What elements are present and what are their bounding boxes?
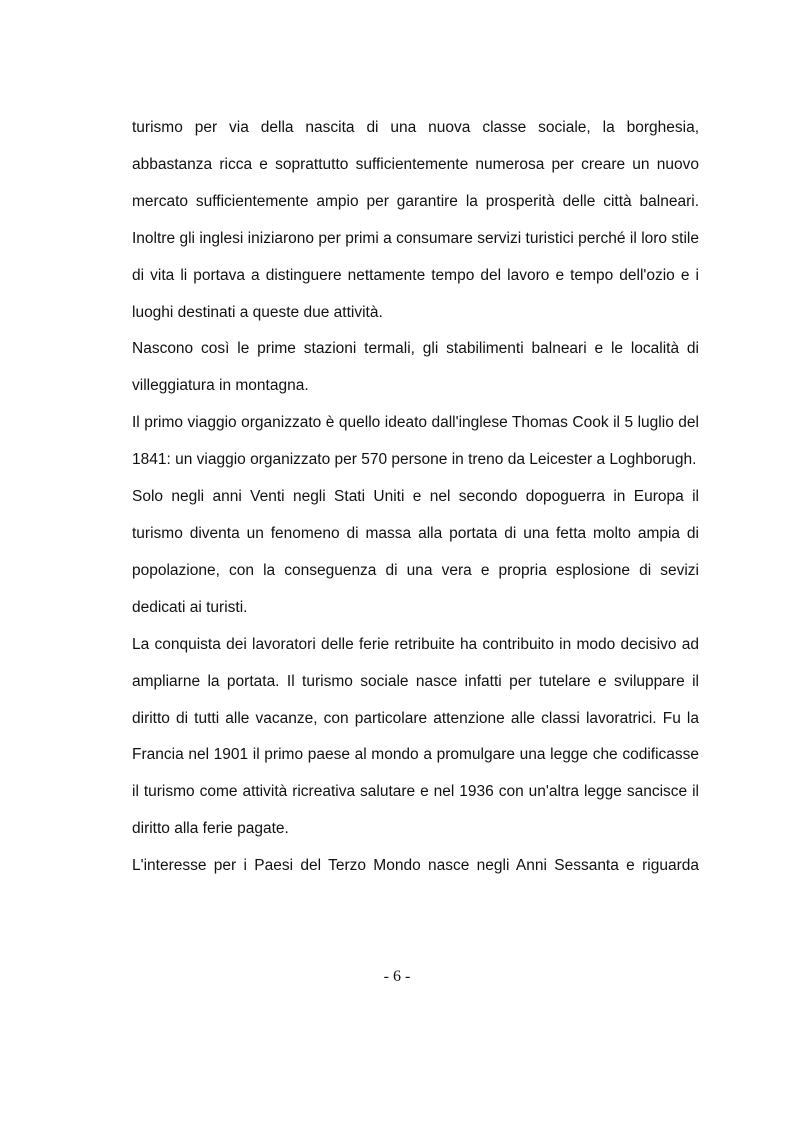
paragraph-1: turismo per via della nascita di una nuova classe sociale, la borghesia, abbastanza ricca e soprattutto sufficientemente numerosa per creare un nuovo mercato sufficientemente ampio per garantire la prosperità delle città balneari. Inoltre gli inglesi iniziarono per primi a consumare servizi turistici perché il loro stile di vita li portava a distinguere nettamente tempo del lavoro e tempo dell'ozio e i luoghi destinati a queste due attività. (132, 119, 699, 321)
body-text (132, 110, 699, 885)
paragraph-6: L'interesse per i Paesi del Terzo Mondo nasce negli Anni Sessanta e riguarda (132, 857, 699, 875)
paragraph-5: La conquista dei lavoratori delle ferie retribuite ha contribuito in modo decisivo ad ampliarne la portata. Il turismo sociale nasce infatti per tutelare e sviluppare il diritto di tutti alle vacanze, con particolare attenzione alle classi lavoratrici. Fu la Francia nel 1901 il primo paese al mondo a promulgare una legge che codificasse il turismo come attività ricreativa salutare e nel 1936 con un'altra legge sancisce il diritto alla ferie pagate. (132, 635, 699, 838)
page-number: - 6 - (383, 968, 411, 985)
paragraph-3: Il primo viaggio organizzato è quello ideato dall'inglese Thomas Cook il 5 luglio del 1841: un viaggio organizzato per 570 persone in treno da Leicester a Loghborugh. (132, 414, 699, 469)
paragraph-4: Solo negli anni Venti negli Stati Uniti e nel secondo dopoguerra in Europa il turismo diventa un fenomeno di massa alla portata di una fetta molto ampia di popolazione, con la conseguenza di una vera e propria esplosione di sevizi dedicati ai turisti. (132, 488, 699, 616)
paragraph-2: Nascono così le prime stazioni termali, gli stabilimenti balneari e le località di villeggiatura in montagna. (132, 340, 699, 395)
